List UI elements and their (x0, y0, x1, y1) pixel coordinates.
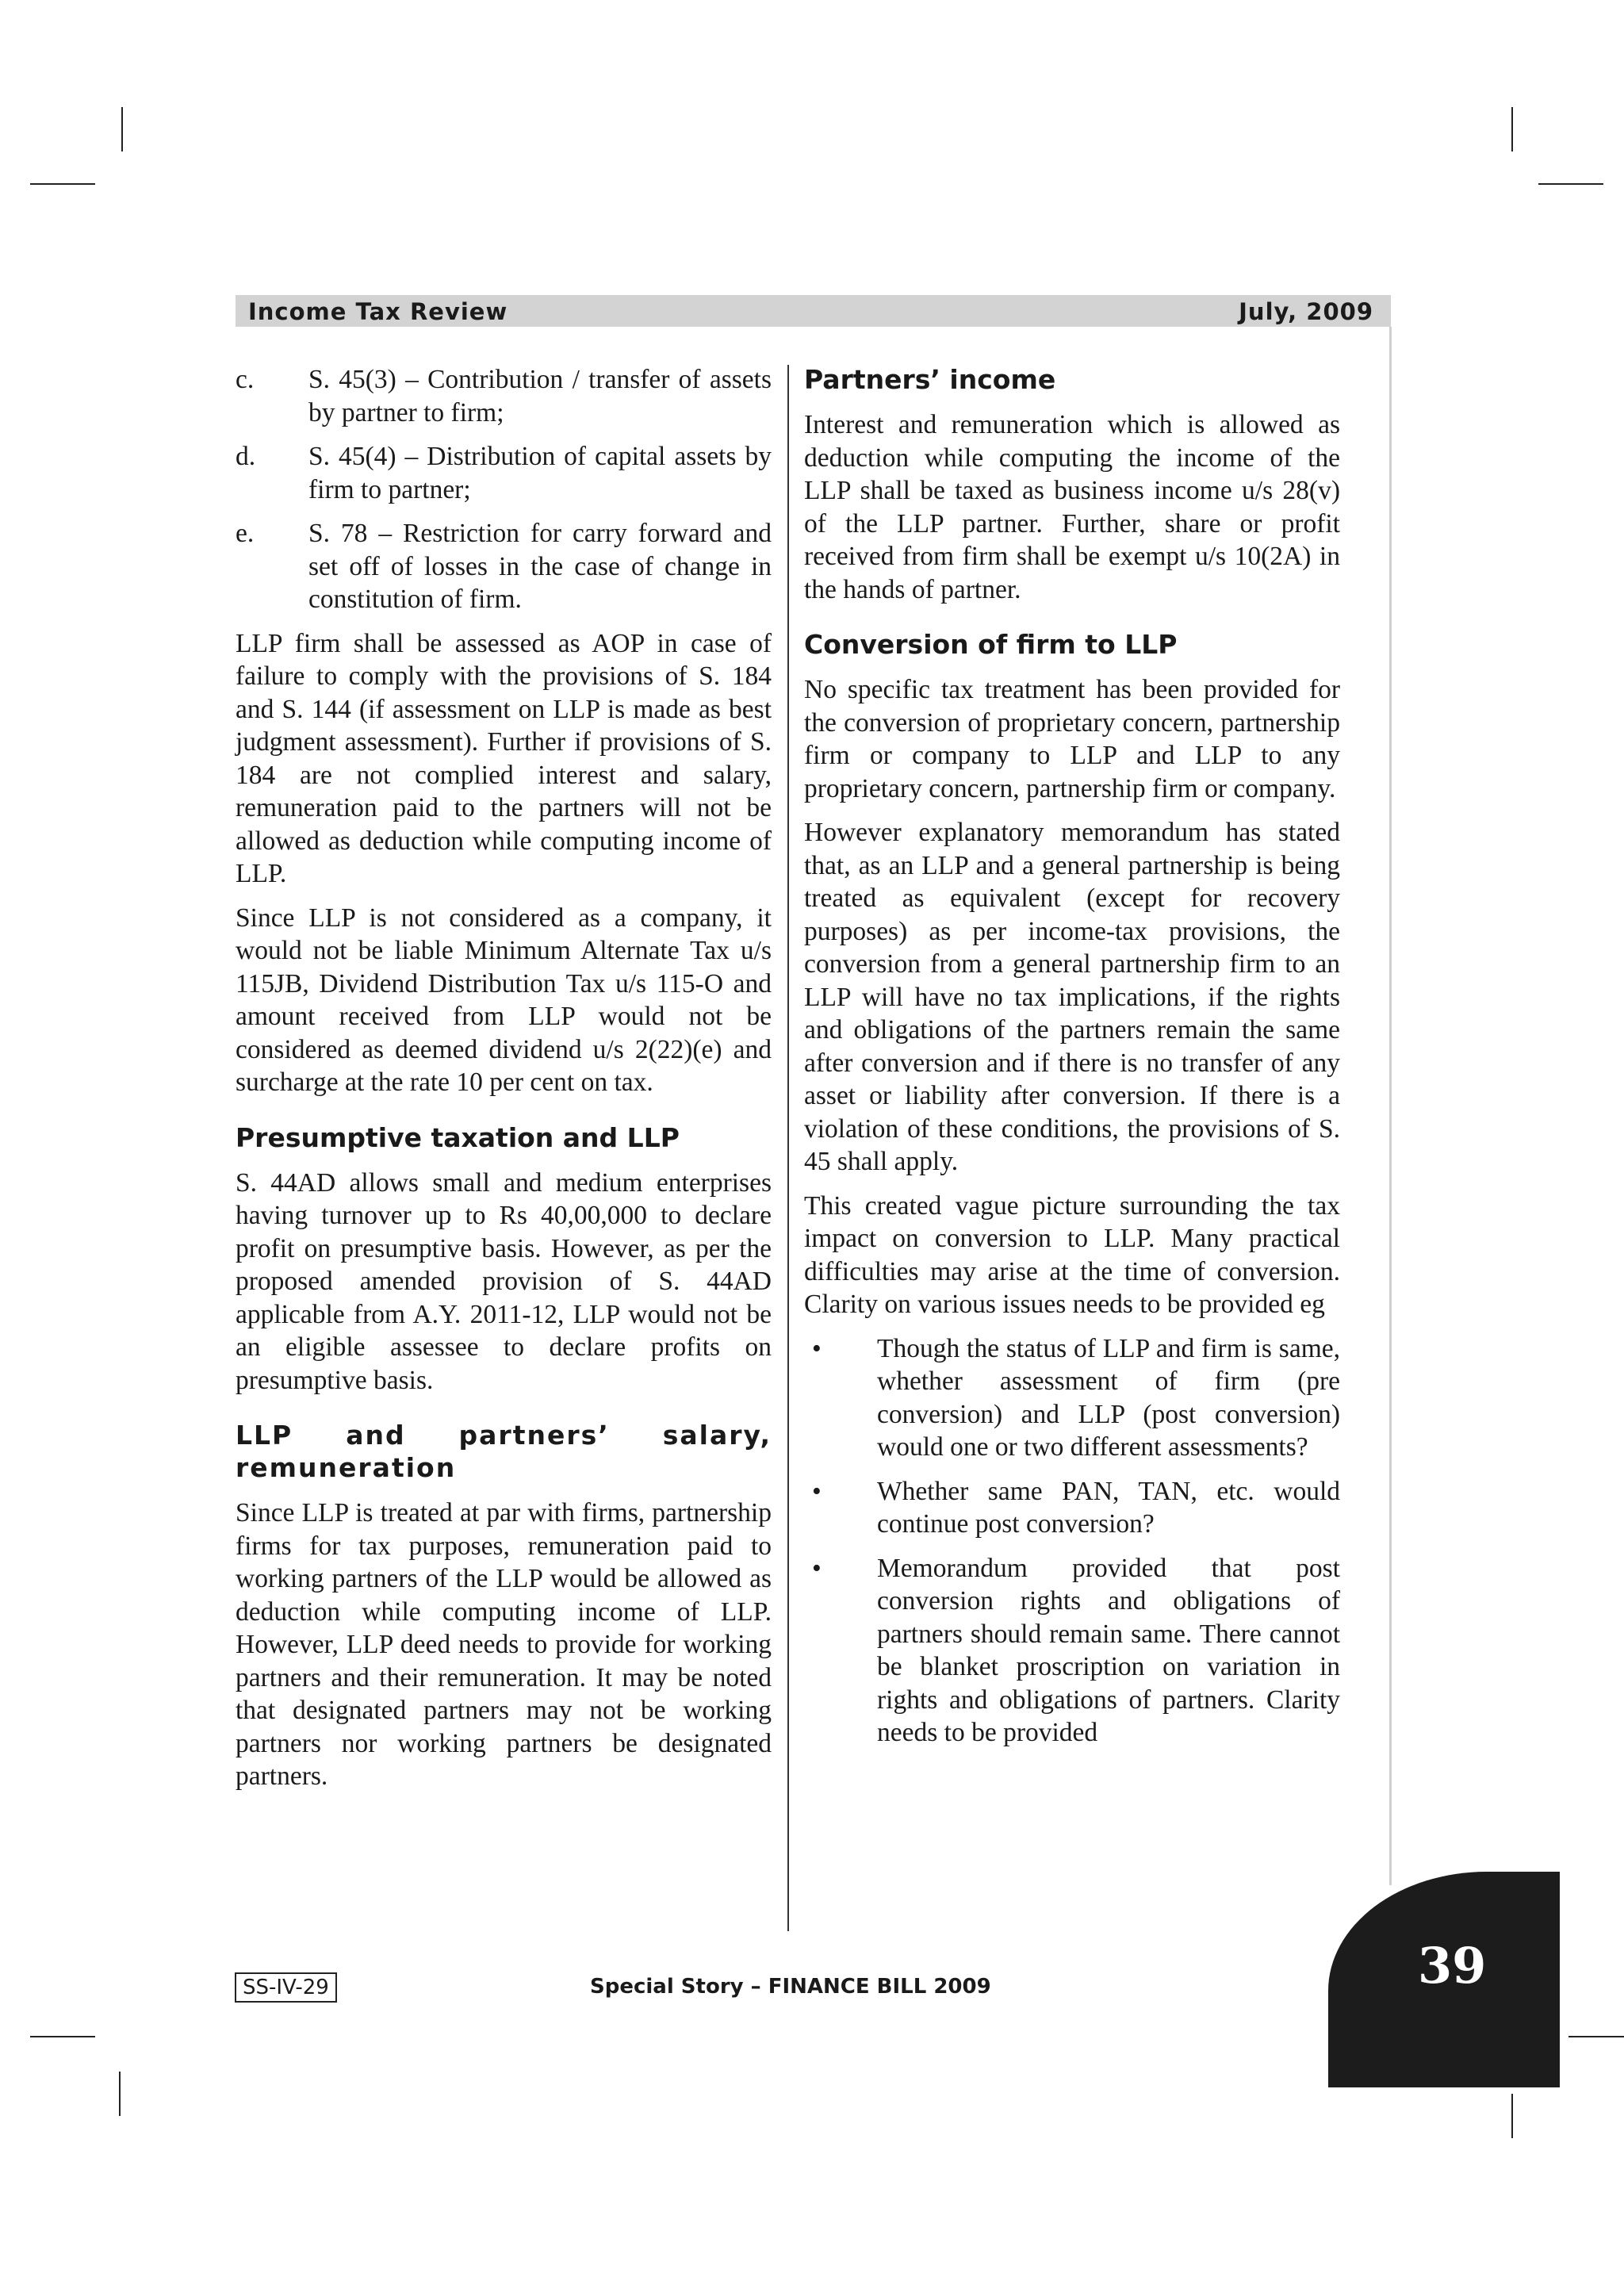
body-paragraph: Interest and remuneration which is allowed as deduction while computing the income of the LLP shall be taxed as business income u/s 28(v) of the LLP partner. Further, share or profit received from firm shall be exempt u/s 10(2A) in the hands of partner. (804, 410, 1340, 604)
bullet-item (804, 1475, 1340, 1541)
list-item (236, 440, 772, 506)
list-item (236, 363, 772, 429)
section-heading: Presumptive taxation and LLP (236, 1121, 680, 1153)
bullet-text: Memorandum provided that post conversion rights and obligations of partners should remain same. There cannot be blanket proscription on variation in rights and obligations of partners. Clarity needs to be provided (877, 1553, 1340, 1747)
crop-mark (30, 2036, 95, 2037)
journal-title: Income Tax Review (248, 298, 508, 325)
body-paragraph: S. 44AD allows small and medium enterprises having turnover up to Rs 40,00,000 to declare profit on presumptive basis. However, as per the proposed amended provision of S. 44AD applicable from A.Y. 2011-12, LLP would not be an eligible assessee to declare profits on presumptive basis. (236, 1167, 772, 1395)
bullet-text: Though the status of LLP and firm is same, whether assessment of firm (pre conversion) and LLP (post conversion) would one or two different assessments? (877, 1333, 1340, 1462)
body-paragraph: LLP firm shall be assessed as AOP in case of failure to comply with the provisions of S. 184 and S. 144 (if assessment on LLP is made as best judgment assessment). Further if provisions of S. 184 are not complied interest and salary, remuneration paid to the partners will not be allowed as deduction while computing income of LLP. (236, 628, 772, 888)
crop-mark (119, 2072, 121, 2116)
section-heading: LLP and partners’ salary, remuneration (236, 1420, 772, 1483)
bullet-marker: • (812, 1333, 822, 1363)
footer-code: SS-IV-29 (235, 1972, 337, 2003)
crop-mark (1538, 183, 1603, 185)
section-heading: Conversion of firm to LLP (804, 629, 1178, 660)
body-paragraph: Since LLP is not considered as a company, it would not be liable Minimum Alternate Tax u/s 115JB, Dividend Distribution Tax u/s 115-O and amount received from LLP would not be considered as deemed dividend u/s 2(22)(e) and surcharge at the rate 10 per cent on tax. (236, 903, 772, 1097)
issue-date: July, 2009 (1239, 298, 1373, 325)
crop-mark (1568, 2036, 1624, 2037)
bullet-text: Whether same PAN, TAN, etc. would continue post conversion? (877, 1476, 1340, 1539)
crop-mark (1511, 107, 1513, 151)
bullet-item (804, 1332, 1340, 1464)
bullet-marker: • (812, 1553, 822, 1583)
header-rule (1389, 327, 1392, 1885)
running-header (236, 295, 1391, 327)
list-marker: e. (236, 519, 255, 548)
right-column (804, 363, 1340, 1761)
list-marker: d. (236, 442, 256, 471)
body-paragraph: Since LLP is treated at par with firms, partnership firms for tax purposes, remuneration paid to working partners of the LLP would be allowed as deduction while computing income of LLP. However, LLP deed needs to provide for working partners and their remuneration. It may be noted that designated partners may not be working partners nor working partners be designated partners. (236, 1498, 772, 1791)
body-paragraph: This created vague picture surrounding the tax impact on conversion to LLP. Many practical difficulties may arise at the time of conversion. Clarity on various issues needs to be provided eg (804, 1190, 1340, 1319)
list-text: S. 45(4) – Distribution of capital assets by firm to partner; (308, 442, 772, 504)
page-number: 39 (1418, 1937, 1487, 1995)
bullet-marker: • (812, 1476, 822, 1506)
body-paragraph: However explanatory memorandum has stated that, as an LLP and a general partnership is being treated as equivalent (except for recovery purposes) as per income-tax provisions, the conversion from a general partnership firm to an LLP will have no tax implications, if the rights and obligations of the partners remain the same after conversion and if there is no transfer of any asset or liability after conversion. If there is a violation of these conditions, the provisions of S. 45 shall apply. (804, 818, 1340, 1176)
crop-mark (1511, 2094, 1513, 2138)
body-paragraph: No specific tax treatment has been provided for the conversion of proprietary concern, partnership firm or company to LLP and LLP to any proprietary concern, partnership firm or company. (804, 675, 1340, 803)
list-marker: c. (236, 365, 255, 394)
left-column (236, 363, 772, 1804)
section-heading: Partners’ income (804, 364, 1056, 395)
bullet-item (804, 1552, 1340, 1750)
list-text: S. 45(3) – Contribution / transfer of assets by partner to firm; (308, 365, 772, 427)
footer-title: Special Story – FINANCE BILL 2009 (590, 1975, 991, 1999)
crop-mark (121, 107, 123, 151)
list-text: S. 78 – Restriction for carry forward and set off of losses in the case of change in constitution of firm. (308, 519, 772, 614)
crop-mark (30, 183, 95, 185)
list-item (236, 517, 772, 616)
column-divider (787, 365, 789, 1931)
